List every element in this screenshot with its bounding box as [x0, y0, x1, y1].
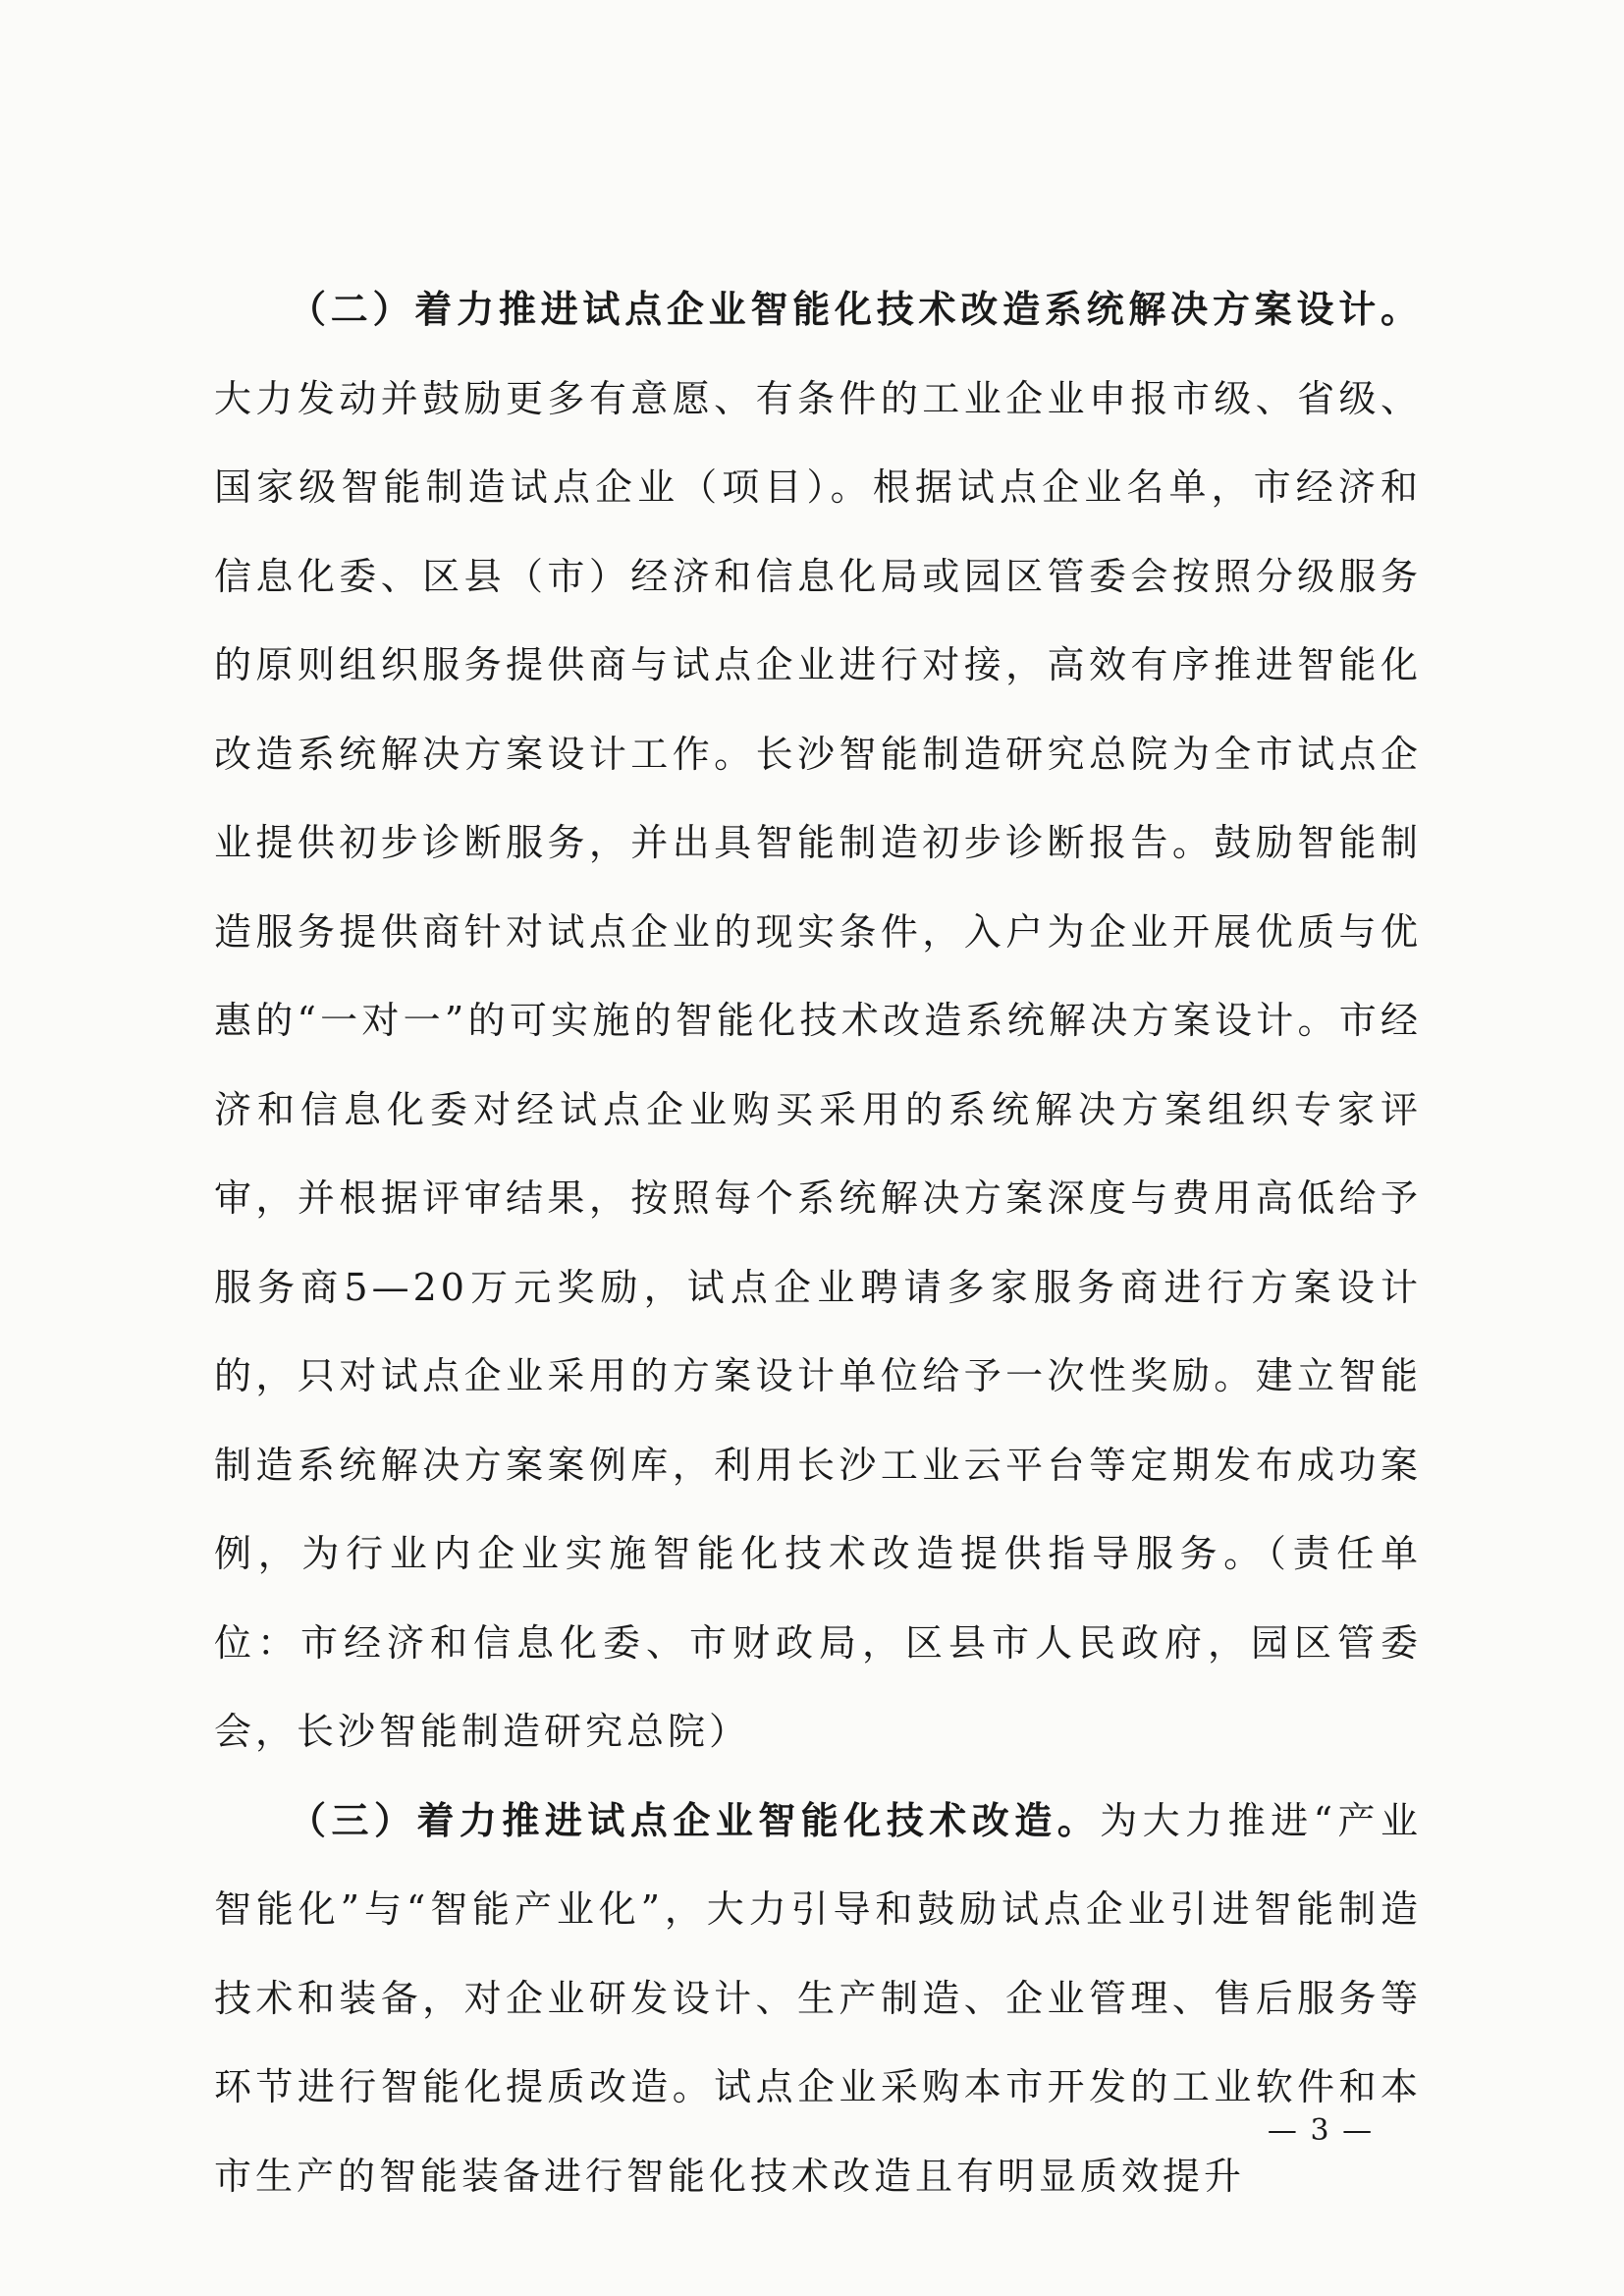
section-3-body: 为大力推进“产业智能化”与“智能产业化”，大力引导和鼓励试点企业引进智能制造技术和装备，对企业研发设计、生产制造、企业管理、售后服务等环节进行智能化提质改造。试点企业采购本市开发的工业软件和本市生产的智能装备进行智能化技术改造且有明显质效提升: [214, 1798, 1422, 2198]
section-2-heading: （二）着力推进试点企业智能化技术改造系统解决方案设计。: [289, 287, 1422, 331]
paragraph-section-3: [214, 1777, 1422, 2221]
paragraph-section-2: [214, 265, 1422, 1777]
page-number: — 3 —: [1267, 2113, 1375, 2148]
section-3-heading: （三）着力推进试点企业智能化技术改造。: [289, 1797, 1101, 1842]
body-text: [214, 265, 1422, 2220]
section-2-body: 大力发动并鼓励更多有意愿、有条件的工业企业申报市级、省级、国家级智能制造试点企业（项目）。根据试点企业名单，市经济和信息化委、区县（市）经济和信息化局或园区管委会按照分级服务的原则组织服务提供商与试点企业进行对接，高效有序推进智能化改造系统解决方案设计工作。长沙智能制造研究总院为全市试点企业提供初步诊断服务，并出具智能制造初步诊断报告。鼓励智能制造服务提供商针对试点企业的现实条件，入户为企业开展优质与优惠的“一对一”的可实施的智能化技术改造系统解决方案设计。市经济和信息化委对经试点企业购买采用的系统解决方案组织专家评审，并根据评审结果，按照每个系统解决方案深度与费用高低给予服务商5—20万元奖励，试点企业聘请多家服务商进行方案设计的，只对试点企业采用的方案设计单位给予一次性奖励。建立智能制造系统解决方案案例库，利用长沙工业云平台等定期发布成功案例，为行业内企业实施智能化技术改造提供指导服务。（责任单位：市经济和信息化委、市财政局，区县市人民政府，园区管委会，长沙智能制造研究总院）: [214, 376, 1422, 1753]
